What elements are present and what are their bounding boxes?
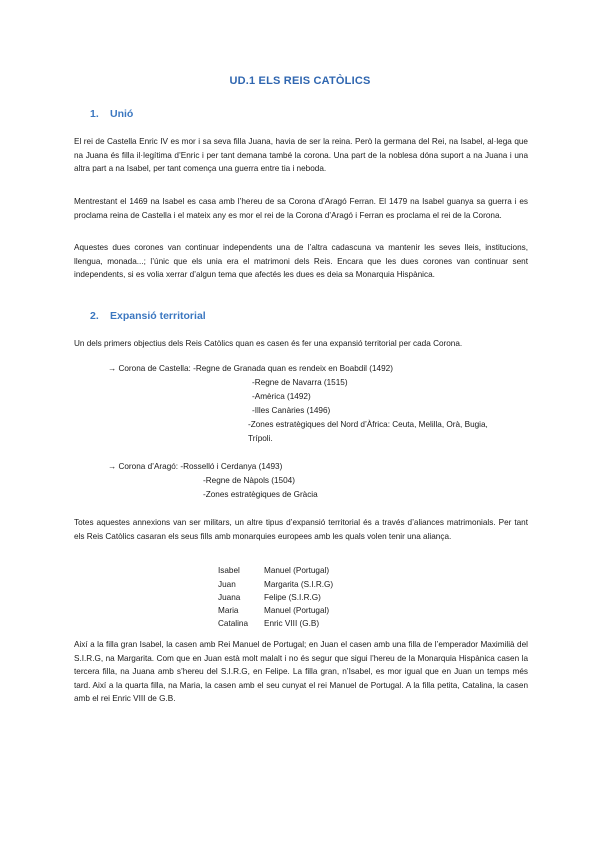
section-1-paragraph-2: Mentrestant el 1469 na Isabel es casa amb l’hereu de sa Corona d’Aragó Ferran. El 1479 na Isabel guanya sa guerra i es proclama reina de Castella i el mateix any es mor el rei de la Corona d’Aragó i Ferran es proclama el rei de la Corona. [74,197,528,220]
castella-line-4: -Illes Canàries (1496) [252,406,331,415]
arago-line-3: -Zones estratègiques de Gràcia [203,490,318,499]
section-1-title: Unió [110,108,134,120]
section-1-paragraph-3: Aquestes dues corones van continuar independents una de l’altra cadascuna va mantenir les seves lleis, institucions, llengua, monada...; l’únic que els unia era el matrimoni dels Reis. Encara que les dues corones van continuar sent independents, si es volia xerrar d’algun tema que afectés les dues es deia sa Monarquia Hispànica. [74,243,528,280]
alliances-paragraph: Totes aquestes annexions van ser militars, un altre tipus d’expansió territorial és a través d’aliances matrimonials. Per tant els Reis Catòlics casaran els seus fills amb monarquies europees amb les quals volen tenir una aliança. [74,518,528,541]
section-2-intro: Un dels primers objectius dels Reis Catòlics quan es casen és fer una expansió territorial per cada Corona. [74,339,463,348]
section-2-title: Expansió territorial [110,310,206,322]
section-2-number: 2. [90,310,99,322]
castella-line-1: → Corona de Castella: -Regne de Granada quan es rendeix en Boabdil (1492) [108,364,393,373]
castella-line-3: -Amèrica (1492) [252,392,311,401]
document-title: UD.1 ELS REIS CATÒLICS [229,75,371,87]
marriage-row: Juan Margarita (S.I.R.G) [218,580,334,589]
section-1-heading [90,108,133,120]
castella-line-5: -Zones estratègiques del Nord d’Àfrica: Ceuta, Melilla, Orà, Bugia, [248,420,488,429]
marriage-row: Juana Felipe (S.I.R.G) [218,593,321,602]
section-1-number: 1. [90,108,99,120]
marriage-row: Isabel Manuel (Portugal) [218,566,330,575]
castella-line-2: -Regne de Navarra (1515) [252,378,348,387]
arago-line-2: -Regne de Nàpols (1504) [203,476,295,485]
marriage-row: Catalina Enric VIII (G.B) [218,619,320,628]
final-paragraph: Així a la filla gran Isabel, la casen amb Rei Manuel de Portugal; en Juan el casen amb una filla de l’emperador Maximilià del S.I.R.G, na Margarita. Com que en Juan està molt malalt i no és segur que sigui l’hereu de la Monarquia Hispànica casen la tercera filla, na Juana amb s’hereu del S.I.R.G, en Felipe. La filla gran, n’Isabel, es mor igual que en Juan un temps més tard. Així a la quarta filla, na Maria, la casen amb el seu cunyat el rei Manuel de Portugal. A la filla petita, Catalina, la casen amb el rei Enric VIII de G.B. [74,640,528,704]
section-1-paragraph-1: El rei de Castella Enric IV es mor i sa seva filla Juana, havia de ser la reina. Però la germana del Rei, na Isabel, al·lega que na Juana és filla il·legítima d’Enric i per tant demana també la corona. Una part de la noblesa dóna suport a na Juana i una altra part a na Isabel, per tant comença una guerra entre tia i neboda. [74,137,528,174]
section-2-heading [90,310,206,322]
arago-line-1: → Corona d’Aragó: -Rosselló i Cerdanya (1493) [108,462,283,471]
marriage-row: Maria Manuel (Portugal) [218,606,330,615]
castella-line-6: Trípoli. [248,434,273,443]
